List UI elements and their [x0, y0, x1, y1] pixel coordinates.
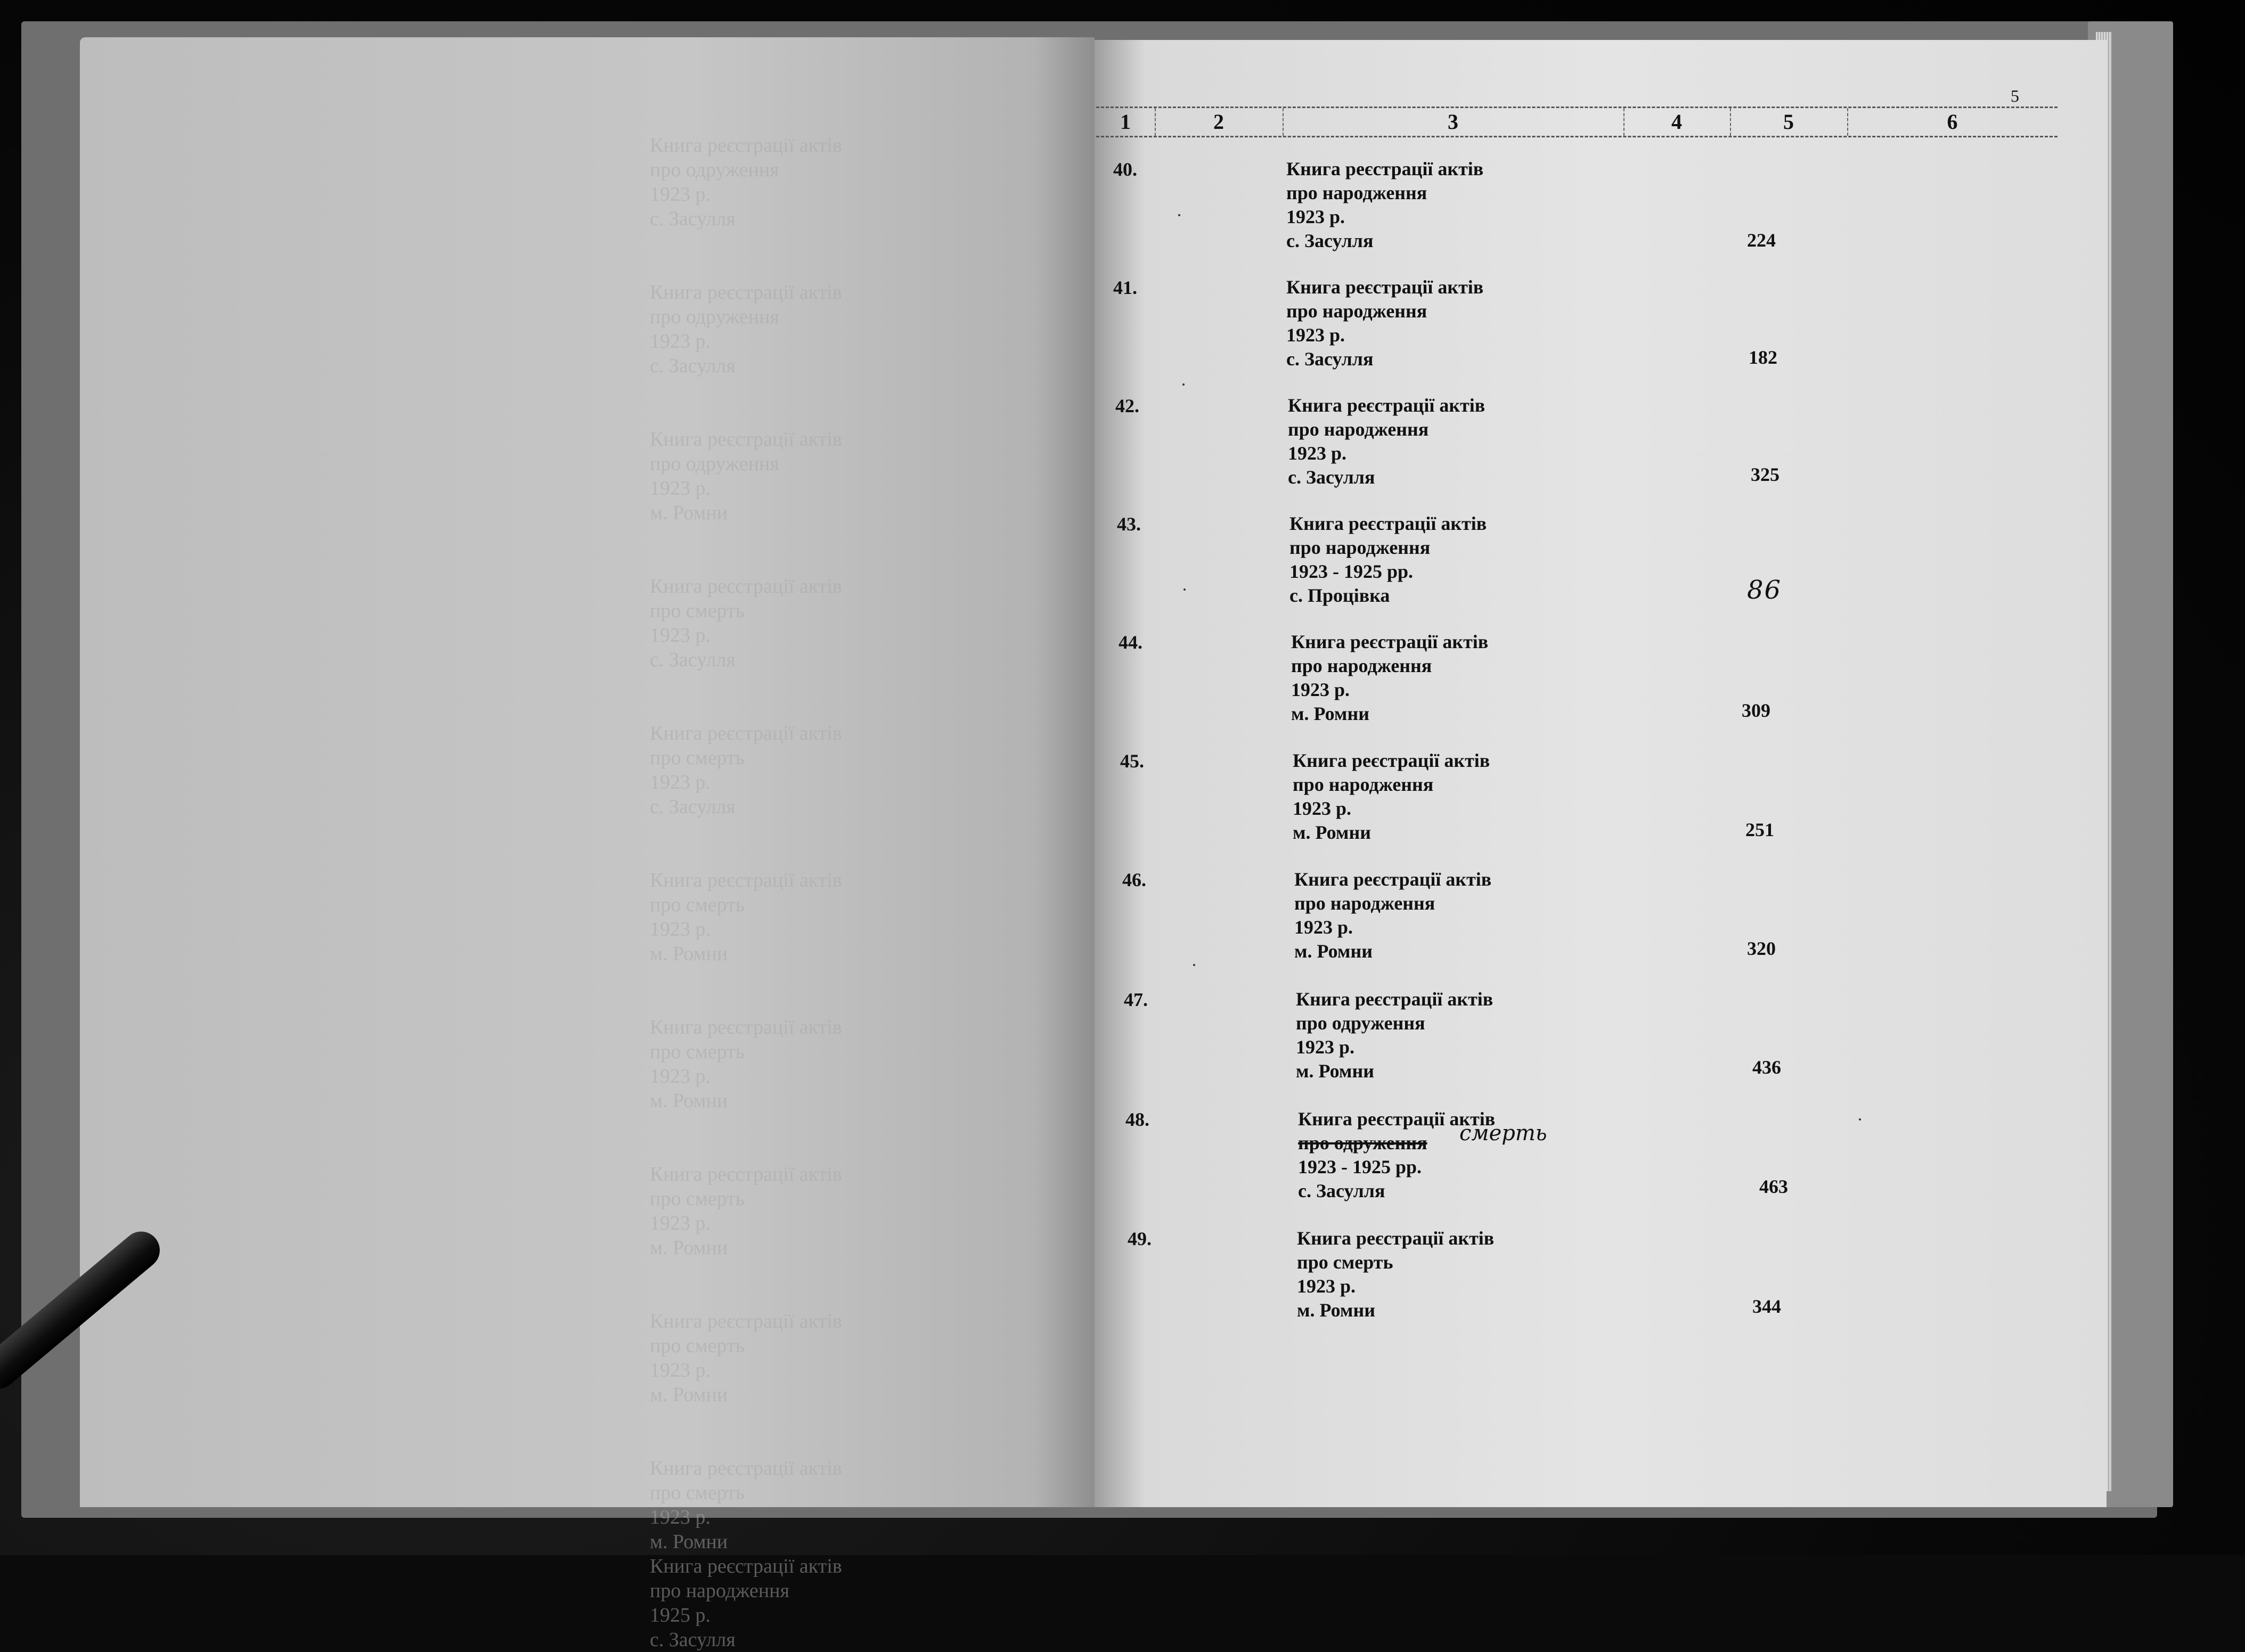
- left-page: [80, 37, 1095, 1651]
- entry-description: Книга реєстрації актів про народження 1923 р. с. Засулля: [1288, 395, 1485, 488]
- table-header-row: [1096, 107, 2058, 137]
- paper-speck: [1178, 214, 1180, 216]
- entry-page-count: 86: [1747, 575, 1782, 605]
- entry-description: Книга реєстрації актів про народження 1923 р. м. Ромни: [1294, 869, 1492, 962]
- column-header-3: 3: [1283, 108, 1624, 136]
- entry-description: Книга реєстрації актів про народження 1923 р. м. Ромни: [1293, 750, 1490, 843]
- entry-number: 48.: [1125, 1109, 1149, 1130]
- entry-page-count: 320: [1747, 938, 1776, 959]
- entry-number: 43.: [1117, 513, 1141, 535]
- entry-page-count: 463: [1759, 1176, 1788, 1197]
- entry-description: Книга реєстрації актів про смерть 1923 р. м. Ромни: [1297, 1228, 1495, 1321]
- entry-page-count: 182: [1749, 347, 1777, 368]
- entry-number: 44.: [1119, 632, 1142, 653]
- right-page: [1095, 40, 2107, 1507]
- entry-description: Книга реєстрації актів про одруження 1923 р. м. Ромни: [1296, 988, 1493, 1082]
- bleed-through-text: Книга реєстрації актів про одруження 1923 р. с. Засулля Книга реєстрації актів про одруження 1923 р. с. Засулля Книга реєстрації актів про одруження 1923 р. м. Ромни Книга реєстрації актів про смерть 1923 р. с. Засулля Книга реєстрації актів про смерть 1923 р. с. Засулля Книга реєстрації актів про смерть 1923 р. м. Ромни Книга реєстрації актів про смерть 1923 р. м. Ромни Книга реєстрації актів про смерть 1923 р. м. Ромни Книга реєстрації актів про смерть 1923 р. м. Ромни Книга реєстрації актів про смерть 1923 р. м. Ромни Книга реєстрації актів про народження 1925 р. с. Засулля: [650, 134, 842, 1651]
- entry-number: 47.: [1124, 989, 1148, 1010]
- entry-description: Книга реєстрації актів про одруження 1923 - 1925 рр. с. Засулля: [1298, 1108, 1496, 1201]
- entry-page-count: 436: [1752, 1057, 1781, 1078]
- column-header-5: 5: [1730, 108, 1848, 136]
- entry-description: Книга реєстрації актів про народження 1923 р. м. Ромни: [1291, 631, 1489, 724]
- entry-description: Книга реєстрації актів про народження 1923 р. с. Засулля: [1286, 276, 1484, 370]
- handwritten-correction: смерть: [1459, 1121, 1547, 1146]
- column-header-2: 2: [1155, 108, 1284, 136]
- paper-speck: [1182, 383, 1185, 386]
- paper-speck: [1859, 1118, 1861, 1121]
- entry-number: 45.: [1120, 750, 1144, 772]
- entry-page-count: 251: [1745, 819, 1774, 840]
- paper-speck: [1193, 964, 1195, 966]
- entry-number: 46.: [1122, 869, 1146, 890]
- column-header-4: 4: [1623, 108, 1731, 136]
- column-header-6: 6: [1947, 110, 1958, 134]
- entry-description: Книга реєстрації актів про народження 1923 р. с. Засулля: [1286, 158, 1484, 251]
- entry-number: 42.: [1115, 395, 1139, 416]
- page-number: 5: [2011, 86, 2019, 105]
- entry-description: Книга реєстрації актів про народження 1923 - 1925 рр. с. Процівка: [1289, 513, 1487, 606]
- column-header-1: 1: [1096, 108, 1156, 136]
- entry-number: 40.: [1113, 159, 1137, 180]
- entry-page-count: 344: [1752, 1296, 1781, 1317]
- entry-number: 41.: [1113, 277, 1137, 298]
- entry-number: 49.: [1128, 1228, 1152, 1249]
- entry-page-count: 309: [1742, 700, 1770, 721]
- entry-page-count: 325: [1751, 464, 1779, 485]
- entry-page-count: 224: [1747, 230, 1776, 251]
- paper-speck: [1183, 588, 1186, 591]
